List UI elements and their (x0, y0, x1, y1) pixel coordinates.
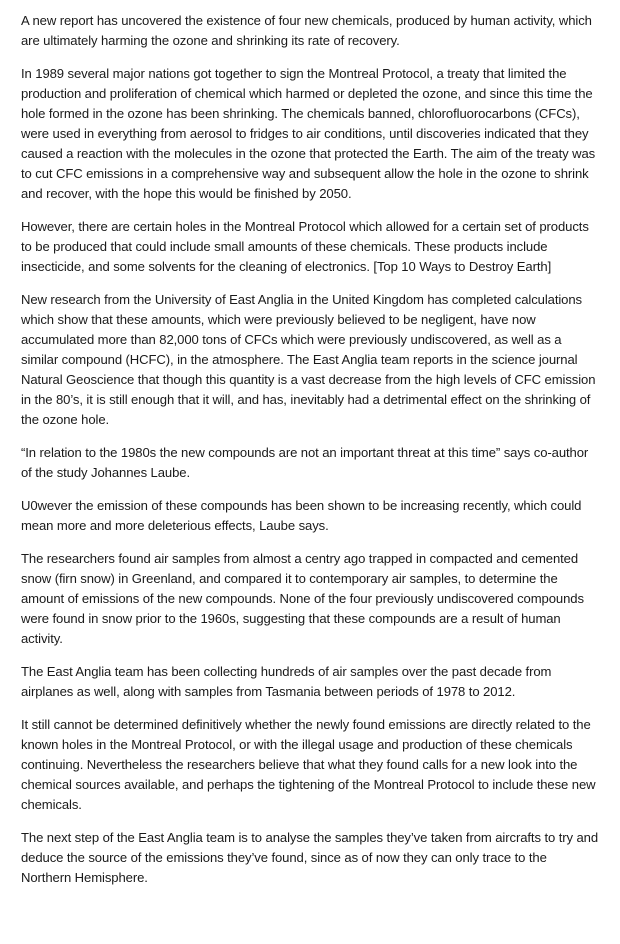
paragraph-montreal-protocol: In 1989 several major nations got together to sign the Montreal Protocol, a treaty that limited the production and proliferation of chemical which harmed or depleted the ozone, and since this time the hole formed in the ozone has been shrinking. The chemicals banned, chlorofluorocarbons (CFCs), were used in everything from aerosol to fridges to air conditions, until discoveries indicated that they caused a reaction with the molecules in the ozone that protected the Earth. The aim of the treaty was to cut CFC emissions in a comprehensive way and subsequent allow the hole in the ozone to shrink and recover, with the hope this would be finished by 2050. (21, 66, 596, 201)
paragraph-next-step: The next step of the East Anglia team is to analyse the samples they’ve taken from aircrafts to try and deduce the source of the emissions they’ve found, since as of now they can only trace to the Northern Hemisphere. (21, 830, 599, 885)
paragraph-protocol-holes: However, there are certain holes in the Montreal Protocol which allowed for a certain set of products to be produced that could include small amounts of these chemicals. These products include insecticide, and some solvents for the cleaning of electronics. [Top 10 Ways to Destroy Earth] (21, 219, 589, 274)
paragraph-airplane-samples: The East Anglia team has been collecting hundreds of air samples over the past decade from airplanes as well, along with samples from Tasmania between periods of 1978 to 2012. (21, 664, 552, 699)
paragraph-greenland-samples: The researchers found air samples from almost a centry ago trapped in compacted and cemented snow (firn snow) in Greenland, and compared it to contemporary air samples, to determine the amount of emissions of the new compounds. None of the four previously undiscovered compounds were found in snow prior to the 1960s, suggesting that these compounds are a result of human activity. (21, 551, 584, 646)
paragraph-intro: A new report has uncovered the existence of four new chemicals, produced by human activity, which are ultimately harming the ozone and shrinking its rate of recovery. (21, 13, 592, 48)
paragraph-undetermined-source: It still cannot be determined definitively whether the newly found emissions are directly related to the known holes in the Montreal Protocol, or with the illegal usage and production of these chemicals continuing. Nevertheless the researchers believe that what they found calls for a new look into the chemical sources available, and perhaps the tightening of the Montreal Protocol to include these new chemicals. (21, 717, 596, 812)
paragraph-new-research: New research from the University of East Anglia in the United Kingdom has completed calculations which show that these amounts, which were previously believed to be negligent, have now accumulated more than 82,000 tons of CFCs which were previously undiscovered, as well as a similar compound (HCFC), in the atmosphere. The East Anglia team reports in the science journal Natural Geoscience that though this quantity is a vast decrease from the high levels of CFC emission in the 80’s, it is still enough that it will, and has, inevitably had a detrimental effect on the shrinking of the ozone hole. (21, 292, 596, 427)
paragraph-emission-increase: U0wever the emission of these compounds has been shown to be increasing recently, which could mean more and more deleterious effects, Laube says. (21, 498, 582, 533)
paragraph-laube-quote: “In relation to the 1980s the new compounds are not an important threat at this time” says co-author of the study Johannes Laube. (21, 445, 589, 480)
